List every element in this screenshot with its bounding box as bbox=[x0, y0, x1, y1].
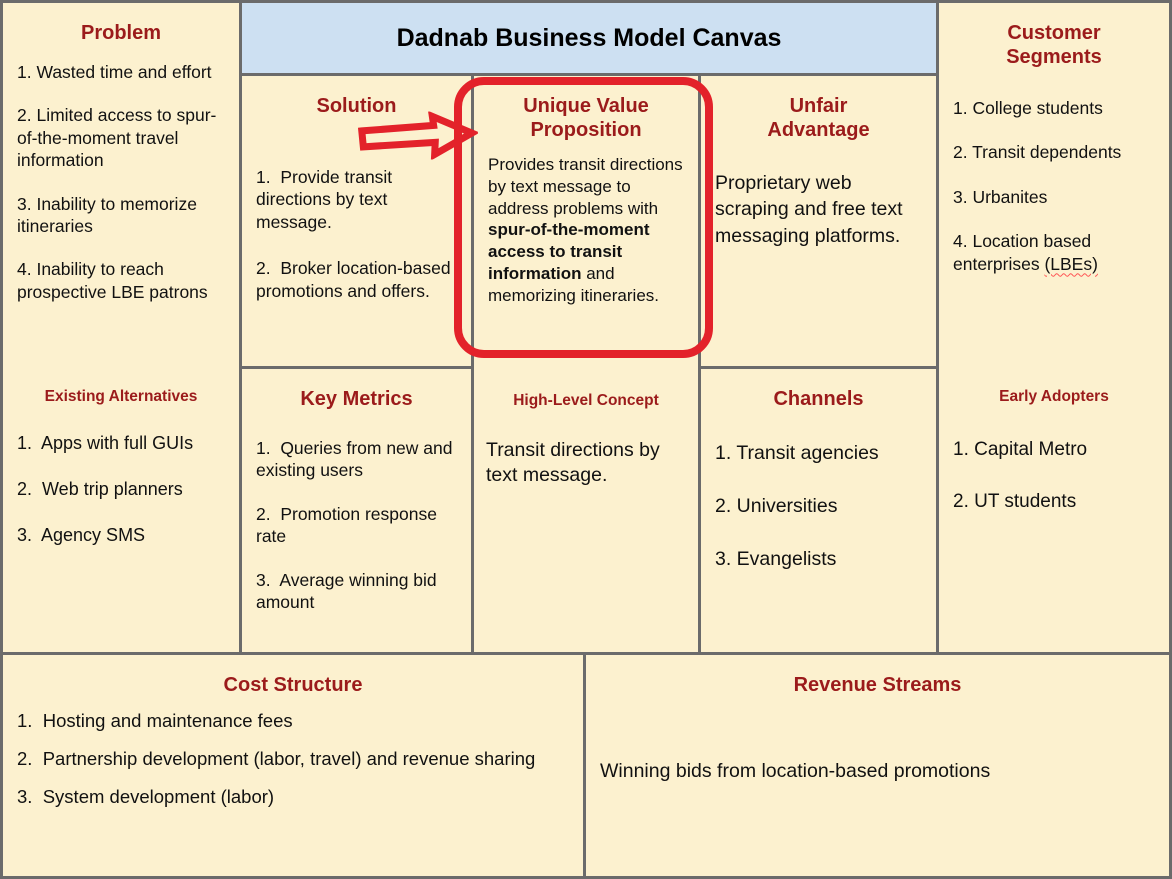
early-adopters-heading: Early Adopters bbox=[999, 388, 1109, 405]
early-adopters-items bbox=[953, 438, 1155, 515]
list-item: 3. System development (labor) bbox=[17, 786, 275, 808]
channels-heading: Channels bbox=[773, 388, 864, 410]
cost-structure-items bbox=[17, 709, 569, 809]
list-item: 3. Inability to memorize itineraries bbox=[17, 193, 202, 236]
existing-alternatives-items bbox=[17, 432, 225, 547]
uvp-body-pre: Provides transit directions by text message to address problems with bbox=[488, 155, 688, 218]
customer-segments-heading: Customer Segments bbox=[1006, 22, 1102, 68]
list-item: 2. Web trip planners bbox=[17, 479, 183, 500]
list-item: 1. Capital Metro bbox=[953, 439, 1088, 460]
unfair-advantage-heading: Unfair Advantage bbox=[767, 95, 870, 141]
uvp-body-bold: spur-of-the-moment access to transit information bbox=[488, 220, 655, 283]
list-item: 2. Limited access to spur-of-the-moment travel information bbox=[17, 105, 217, 171]
list-item: 1. Provide transit directions by text message. bbox=[256, 167, 398, 232]
high-level-concept-heading: High-Level Concept bbox=[513, 392, 659, 409]
lbe-item-text: 4. Location based enterprises bbox=[953, 231, 1097, 274]
key-metrics-items bbox=[256, 437, 457, 613]
unfair-advantage-box bbox=[701, 76, 936, 366]
list-item: 2. Universities bbox=[715, 494, 838, 517]
list-item: 3. Agency SMS bbox=[17, 525, 146, 546]
list-item: 3. Urbanites bbox=[953, 186, 1048, 207]
problem-heading: Problem bbox=[80, 22, 162, 44]
solution-items bbox=[256, 166, 457, 302]
problem-box bbox=[3, 3, 239, 652]
uvp-heading: Unique Value Proposition bbox=[523, 95, 649, 141]
list-item: 1. Hosting and maintenance fees bbox=[17, 710, 293, 731]
high-level-concept-body: Transit directions by text message. bbox=[486, 439, 666, 487]
page-title: Dadnab Business Model Canvas bbox=[396, 23, 782, 52]
list-item: 2. UT students bbox=[953, 491, 1077, 513]
list-item: 3. Average winning bid amount bbox=[256, 569, 442, 612]
revenue-streams-box bbox=[586, 655, 1169, 876]
list-item: 1. College students bbox=[953, 98, 1103, 118]
high-level-concept-section bbox=[474, 392, 698, 489]
canvas-bottom-row bbox=[3, 655, 1169, 876]
uvp-body-post: and memorizing itineraries. bbox=[488, 263, 659, 305]
list-item: 1. Wasted time and effort bbox=[17, 62, 212, 82]
uvp-body bbox=[488, 154, 688, 306]
list-item: 2. Partnership development (labor, travel) and revenue sharing bbox=[17, 748, 536, 770]
spellcheck-squiggle: (LBEs) bbox=[1044, 253, 1098, 274]
cost-structure-box bbox=[3, 655, 583, 876]
list-item: 2. Promotion response rate bbox=[256, 503, 442, 547]
cost-structure-heading: Cost Structure bbox=[223, 674, 363, 696]
customer-segments-box bbox=[939, 3, 1169, 652]
list-item: 1. Transit agencies bbox=[715, 442, 879, 464]
unique-value-proposition-box bbox=[474, 76, 698, 652]
list-item: 3. Evangelists bbox=[715, 547, 837, 570]
list-item: 2. Transit dependents bbox=[953, 142, 1122, 163]
customer-segments-items bbox=[953, 97, 1155, 275]
unfair-advantage-body: Proprietary web scraping and free text messaging platforms. bbox=[715, 172, 908, 247]
list-item: 1. Queries from new and existing users bbox=[256, 438, 458, 481]
revenue-streams-heading: Revenue Streams bbox=[793, 674, 962, 696]
list-item: 4. Inability to reach prospective LBE patrons bbox=[17, 259, 208, 302]
channels-items bbox=[715, 441, 922, 572]
canvas-title-bar bbox=[242, 3, 936, 73]
problem-items bbox=[17, 61, 225, 303]
existing-alternatives-section bbox=[3, 388, 239, 570]
list-item: 1. Apps with full GUIs bbox=[17, 433, 194, 453]
key-metrics-heading: Key Metrics bbox=[300, 388, 413, 410]
channels-box bbox=[701, 369, 936, 652]
revenue-streams-body: Winning bids from location-based promotions bbox=[600, 760, 991, 782]
list-item bbox=[953, 230, 1155, 275]
solution-box bbox=[242, 76, 471, 366]
existing-alternatives-heading: Existing Alternatives bbox=[44, 388, 198, 405]
canvas-top-grid bbox=[3, 3, 1169, 652]
solution-heading: Solution bbox=[316, 95, 397, 117]
list-item: 2. Broker location-based promotions and offers. bbox=[256, 258, 456, 301]
key-metrics-box bbox=[242, 369, 471, 652]
early-adopters-section bbox=[939, 388, 1169, 543]
